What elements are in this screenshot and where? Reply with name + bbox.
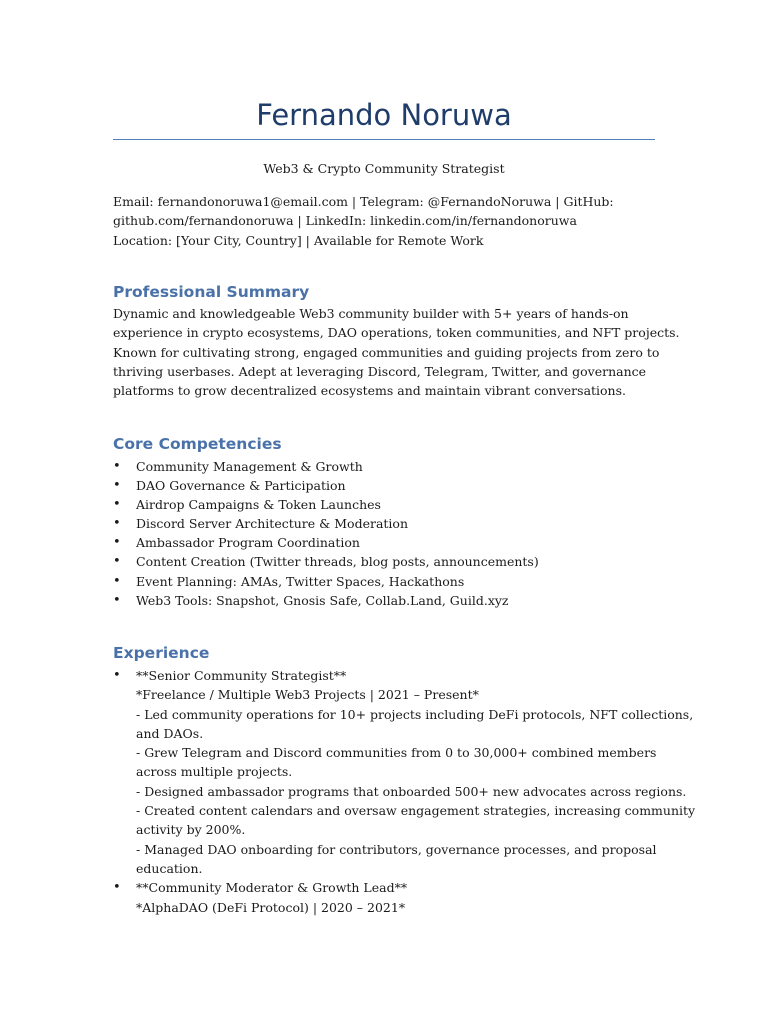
job-detail: - Led community operations for 10+ projects including DeFi protocols, NFT collections,: [136, 706, 694, 722]
section-title-competencies: Core Competencies: [113, 435, 282, 453]
competency-text: Event Planning: AMAs, Twitter Spaces, Hackathons: [136, 573, 465, 589]
competency-text: DAO Governance & Participation: [136, 478, 346, 494]
summary-paragraph: [113, 304, 680, 400]
competency-text: Community Management & Growth: [136, 459, 363, 474]
bullet-icon: •: [113, 459, 121, 474]
competency-text: Airdrop Campaigns & Token Launches: [136, 497, 381, 513]
contact-block: [113, 192, 655, 250]
job-title: **Senior Community Strategist**: [136, 668, 347, 683]
contact-line: Location: [Your City, Country] | Available for Remote Work: [113, 232, 484, 248]
list-item: [113, 878, 655, 917]
job-meta: *AlphaDAO (DeFi Protocol) | 2020 – 2021*: [136, 899, 406, 915]
job-detail: - Grew Telegram and Discord communities from 0 to 30,000+ combined members: [136, 745, 657, 761]
bullet-icon: •: [113, 535, 121, 551]
summary-line: Known for cultivating strong, engaged communities and guiding projects from zero to: [113, 344, 660, 360]
job-detail: - Created content calendars and oversaw engagement strategies, increasing community: [136, 803, 696, 819]
list-item: [113, 666, 696, 878]
job-meta: *Freelance / Multiple Web3 Projects | 2021 – Present*: [136, 687, 479, 703]
job-detail: education.: [136, 860, 203, 876]
list-item: [113, 514, 655, 533]
experience-list: [113, 666, 696, 917]
competencies-list: [113, 457, 655, 610]
summary-line: platforms to grow decentralized ecosystems and maintain vibrant conversations.: [113, 383, 627, 399]
competency-text: Discord Server Architecture & Moderation: [136, 516, 408, 532]
section-title-experience: Experience: [113, 644, 210, 662]
candidate-role: Web3 & Crypto Community Strategist: [263, 161, 505, 176]
job-detail: - Managed DAO onboarding for contributors, governance processes, and proposal: [136, 841, 657, 857]
list-item: [113, 591, 655, 610]
bullet-icon: •: [113, 668, 121, 683]
competency-text: Web3 Tools: Snapshot, Gnosis Safe, Collab.Land, Guild.xyz: [136, 592, 509, 608]
job-detail: and DAOs.: [136, 725, 204, 741]
job-title: **Community Moderator & Growth Lead**: [136, 880, 408, 896]
list-item: [113, 457, 655, 476]
bullet-icon: •: [113, 497, 121, 513]
list-item: [113, 572, 655, 591]
list-item: [113, 533, 655, 552]
list-item: [113, 495, 655, 514]
candidate-name: Fernando Noruwa: [256, 98, 512, 132]
bullet-icon: •: [113, 478, 121, 494]
section-title-summary: Professional Summary: [113, 283, 310, 301]
job-detail: activity by 200%.: [136, 822, 246, 838]
bullet-icon: •: [113, 880, 121, 896]
job-detail: across multiple projects.: [136, 764, 293, 780]
title-divider: [113, 139, 655, 140]
bullet-icon: •: [113, 573, 121, 589]
list-item: [113, 476, 655, 495]
contact-line: Email: fernandonoruwa1@email.com | Telegram: @FernandoNoruwa | GitHub:: [113, 194, 614, 209]
list-item: [113, 552, 655, 571]
competency-text: Ambassador Program Coordination: [136, 535, 360, 551]
summary-line: thriving userbases. Adept at leveraging Discord, Telegram, Twitter, and governance: [113, 363, 647, 379]
summary-line: Dynamic and knowledgeable Web3 community builder with 5+ years of hands-on: [113, 306, 629, 321]
bullet-icon: •: [113, 554, 121, 570]
job-detail: - Designed ambassador programs that onboarded 500+ new advocates across regions.: [136, 783, 687, 799]
competency-text: Content Creation (Twitter threads, blog posts, announcements): [136, 554, 539, 570]
bullet-icon: •: [113, 592, 121, 608]
bullet-icon: •: [113, 516, 121, 532]
summary-line: experience in crypto ecosystems, DAO operations, token communities, and NFT projects.: [113, 325, 680, 341]
contact-line: github.com/fernandonoruwa | LinkedIn: linkedin.com/in/fernandonoruwa: [113, 213, 577, 229]
